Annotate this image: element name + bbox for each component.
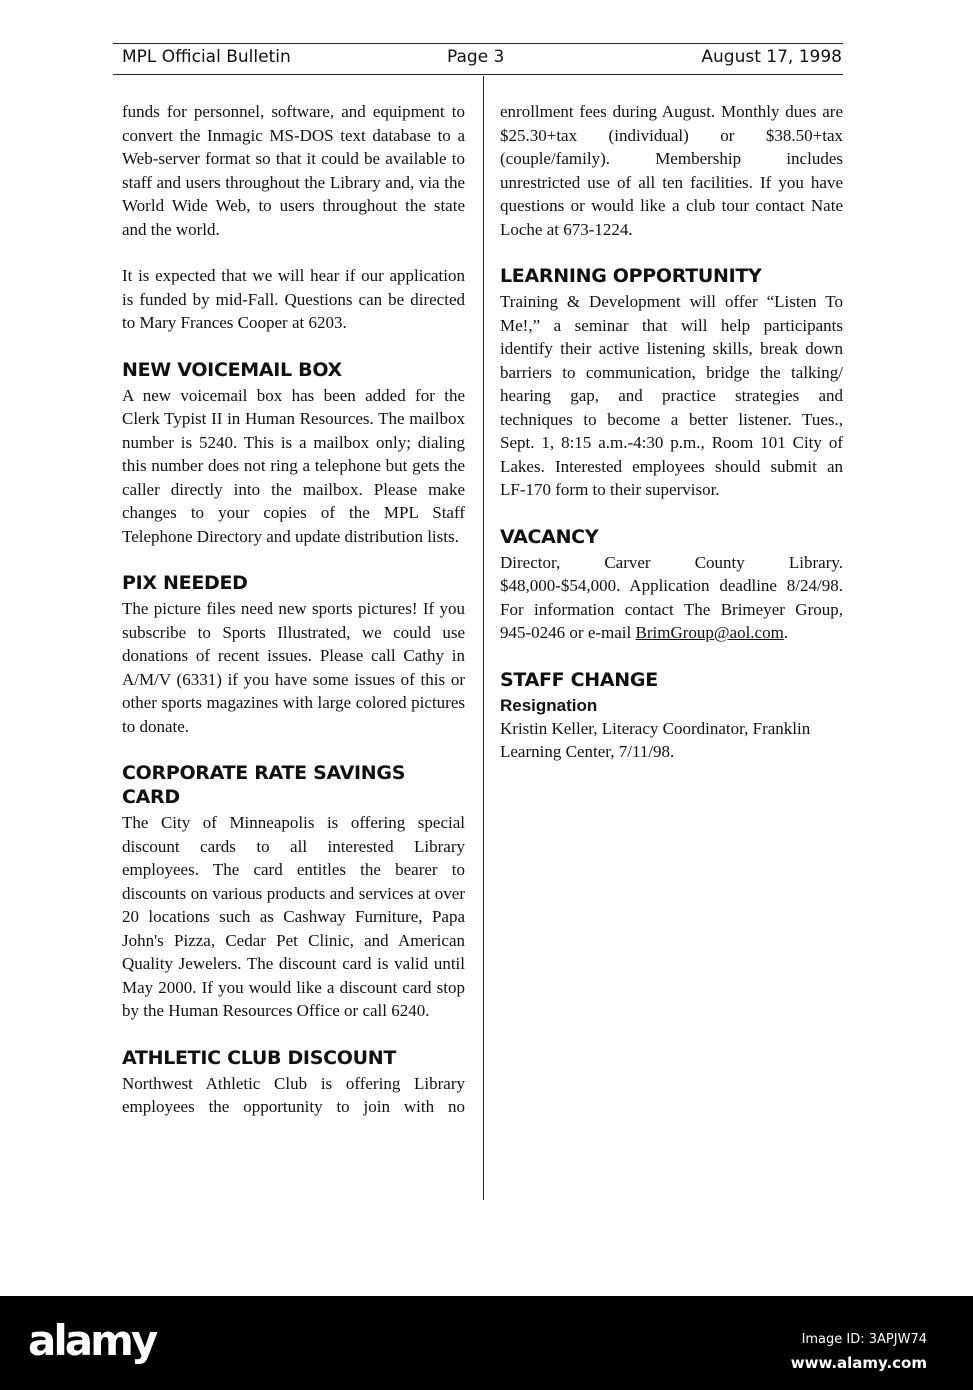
left-column [122,100,465,1142]
paragraph [500,551,843,645]
bulletin-title: MPL Official Bulletin [122,47,291,67]
right-column [500,100,843,787]
paragraph: The City of Minneapolis is offering special discount cards to all interested Library employees. The card entitles the bearer to discounts on various products and services at over 20 locations such as Cashway Furniture, Papa John's Pizza, Cedar Pet Clinic, and American Quality Jewelers. The discount card is valid until May 2000. If you would like a discount card stop by the Human Resources Office or call 6240. [122,813,465,1020]
vacancy-text: Director, Carver County Library. $48,000-$54,000. Application deadline 8/24/98. For information contact The Brimeyer Group, 945-0246 or e-mail [500,552,843,642]
section-heading: NEW VOICEMAIL BOX [122,358,342,381]
section-heading: STAFF CHANGE [500,668,658,691]
section-heading: ATHLETIC CLUB DISCOUNT [122,1046,396,1069]
paragraph: enrollment fees during August. Monthly dues are $25.30+tax (individual) or $38.50+tax (couple/family). Membership includes unrestricted use of all ten facilities. If you have questions or would like a club tour contact Nate Loche at 673-1224. [500,102,843,239]
paragraph: It is expected that we will hear if our application is funded by mid-Fall. Questions can be directed to Mary Frances Cooper at 6203. [122,266,465,332]
page-number: Page 3 [447,47,505,67]
site-url: www.alamy.com [790,1354,927,1372]
page-header [122,47,842,71]
image-id: Image ID: 3APJW74 [801,1332,927,1347]
section-heading: VACANCY [500,525,599,548]
paragraph: funds for personnel, software, and equipment to convert the Inmagic MS-DOS text database to a Web-server format so that it could be available to staff and users throughout the Library and, via the World Wide Web, to users throughout the state and the world. [122,102,465,239]
paragraph: Northwest Athletic Club is offering Library employees the opportunity to join with no [122,1073,465,1116]
subheading: Resignation [500,695,598,715]
period: . [783,623,789,642]
issue-date: August 17, 1998 [701,47,842,67]
paragraph: A new voicemail box has been added for the Clerk Typist II in Human Resources. The mailbox number is 5240. This is a mailbox only; dialing this number does not ring a telephone but gets the caller directly into the mailbox. Please make changes to your copies of the MPL Staff Telephone Directory and update distribution lists. [122,385,465,546]
paragraph: Training & Development will offer “Listen To Me!,” a seminar that will help participants identify their active listening skills, break down barriers to communication, bridge the talking/ hearing gap, and practice strategies and techniques to become a better listener. Tues., Sept. 1, 8:15 a.m.-4:30 p.m., Room 101 City of Lakes. Interested employees should submit an LF-170 form to their supervisor. [500,292,843,499]
alamy-logo: alamy [28,1316,156,1365]
watermark-bar [0,1296,973,1390]
paragraph: Kristin Keller, Literacy Coordinator, Franklin Learning Center, 7/11/98. [500,718,811,761]
section-heading: CORPORATE RATE SAVINGS CARD [122,762,406,808]
header-bottom-rule [113,74,843,75]
paragraph: The picture files need new sports pictures! If you subscribe to Sports Illustrated, we could use donations of recent issues. Please call Cathy in A/M/V (6331) if you have some issues of this or other sports magazines with large colored pictures to donate. [122,599,465,736]
email-link[interactable]: BrimGroup@aol.com [635,623,784,642]
section-heading: LEARNING OPPORTUNITY [500,265,762,287]
header-top-rule [113,43,843,44]
section-heading: PIX NEEDED [122,572,248,594]
column-divider [483,76,484,1200]
